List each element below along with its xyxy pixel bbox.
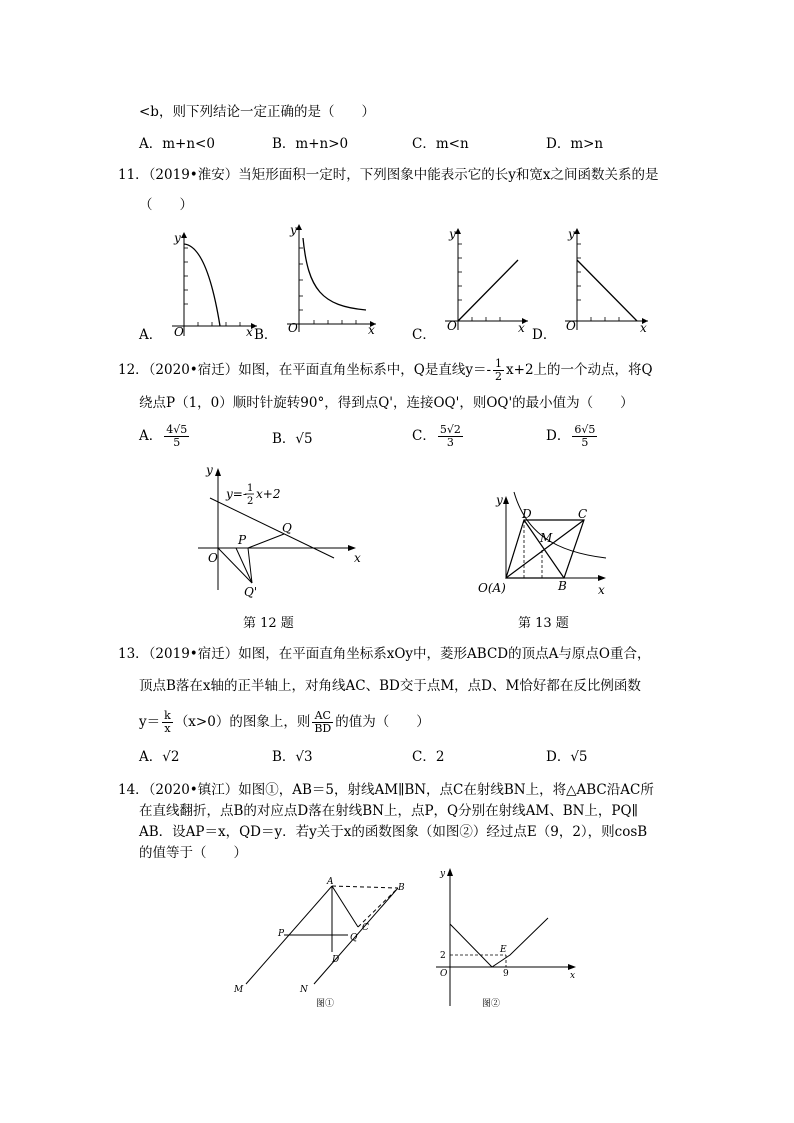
q11d-o: O — [566, 319, 576, 333]
q11d-y: y — [568, 227, 575, 241]
q12-frac-num: 1 — [495, 357, 503, 370]
q11c-y: y — [449, 227, 456, 241]
q12-option-c-den: 3 — [446, 436, 454, 449]
q11-graph-a — [162, 228, 282, 338]
q12-caption: 第 12 题 — [243, 616, 294, 631]
q13-fraction-k-x — [162, 710, 173, 735]
q14-stem-line4: 的值等于（ ） — [139, 845, 247, 861]
q12-option-c[interactable] — [412, 424, 465, 449]
q14f2-two: 2 — [440, 951, 446, 961]
q11-graph-c — [440, 224, 550, 339]
q12-fig-qprime: Q' — [244, 585, 258, 599]
q12-stem-fraction — [493, 358, 504, 383]
q14f1-d: D — [332, 955, 340, 965]
q11a-o: O — [174, 325, 184, 339]
q11b-x: x — [368, 323, 375, 337]
q14f1-p: P — [278, 929, 285, 939]
q14f1-caption: 图① — [316, 999, 335, 1009]
q14f1-q: Q — [350, 933, 358, 943]
q13-fig-x: x — [598, 583, 605, 597]
q12-fig-x: x — [354, 551, 361, 565]
q11c-x: x — [518, 321, 525, 335]
q12-stem — [118, 358, 653, 383]
q12-option-d-label: D． — [546, 428, 571, 444]
q14f2-e: E — [500, 945, 507, 955]
q11-option-a[interactable]: A． — [139, 327, 163, 343]
q10-option-b[interactable]: B．m+n>0 — [272, 136, 349, 152]
q13-fig-b: B — [558, 579, 567, 593]
q12-fig-y: y — [206, 463, 213, 477]
q13-line3-pre: y＝ — [139, 714, 161, 730]
q13-option-a[interactable]: A．√2 — [139, 749, 180, 765]
q11-stem: 11．（2019•淮安）当矩形面积一定时，下列图象中能表示它的长y和宽x之间函数关系的是 — [118, 167, 659, 183]
q13-stem-line3 — [139, 710, 430, 735]
q13-option-c[interactable]: C．2 — [412, 749, 445, 765]
q13-fraction-ac-bd — [312, 710, 333, 735]
q11a-y: y — [174, 231, 181, 245]
q14f2-x: x — [570, 971, 576, 981]
q12-option-a-fraction — [164, 424, 189, 449]
q12-option-d-fraction — [572, 424, 597, 449]
q14f2-o: O — [440, 969, 448, 979]
q10-option-a[interactable]: A．m+n<0 — [139, 136, 215, 152]
q13-line3-mid: （x>0）的图象上，则 — [174, 714, 311, 730]
q13-fig-c: C — [578, 507, 588, 521]
q13-option-b[interactable]: B．√3 — [272, 749, 313, 765]
q12-option-c-label: C． — [412, 428, 436, 444]
q12-option-d-den: 5 — [581, 436, 589, 449]
q12-fig-p: P — [238, 533, 247, 547]
q14-stem-line2: 在直线翻折，点B的对应点D落在射线BN上，点P，Q分别在射线AM、BN上，PQ∥ — [139, 803, 638, 819]
q10-option-c[interactable]: C．m<n — [412, 136, 469, 152]
q12-stem-before: 12．（2020•宿迁）如图，在平面直角坐标系中，Q是直线y＝ — [118, 362, 487, 378]
q13-fig-y: y — [496, 493, 503, 507]
q11-option-c[interactable]: C． — [412, 327, 436, 343]
q11-paren: （ ） — [139, 197, 193, 213]
q13-fig-d: D — [522, 507, 532, 521]
q13-figure — [476, 492, 626, 602]
q12-option-b-label: B． — [272, 431, 296, 447]
q13-frac-x: x — [164, 722, 171, 735]
q14f1-c: C — [362, 923, 369, 933]
q14-stem-line3: AB．设AP＝x，QD＝y．若y关于x的函数图象（如图②）经过点E（9，2），则cosB — [139, 824, 648, 840]
q11b-y: y — [290, 223, 297, 237]
q11d-x: x — [640, 321, 647, 335]
q12-option-b[interactable] — [272, 430, 313, 448]
q12-stem-after: x+2上的一个动点，将Q — [506, 362, 653, 378]
q13-frac-bd: BD — [314, 722, 332, 735]
q11-graph-b — [282, 220, 392, 335]
q13-line3-post: 的值为（ ） — [335, 714, 430, 730]
q12-option-c-fraction — [438, 424, 463, 449]
q12-option-a[interactable] — [139, 424, 191, 449]
q12-option-a-label: A． — [139, 428, 163, 444]
q10-option-d[interactable]: D．m>n — [546, 136, 604, 152]
q12-fig-eq-num: 1 — [247, 483, 254, 494]
q12-option-c-num: 5√2 — [439, 423, 461, 436]
q12-fig-eq-tail: x+2 — [256, 487, 281, 501]
q12-option-a-den: 5 — [173, 436, 181, 449]
q12-option-d[interactable] — [546, 424, 599, 449]
q12-stem-neg: - — [486, 362, 492, 378]
q12-frac-den: 2 — [495, 370, 503, 383]
q14f2-caption: 图② — [482, 999, 501, 1009]
q12-option-a-num: 4√5 — [166, 423, 188, 436]
q14-stem-line1: 14．（2020•镇江）如图①，AB＝5，射线AM∥BN，点C在射线BN上，将△ABC沿AC所 — [118, 782, 654, 798]
q12-stem-line2: 绕点P（1，0）顺时针旋转90°，得到点Q'，连接OQ'，则OQ'的最小值为（ ） — [139, 395, 634, 411]
q12-option-b-value: √5 — [295, 431, 313, 447]
q13-fig-m: M — [540, 531, 553, 545]
q13-caption: 第 13 题 — [518, 616, 569, 631]
q14-figure-2 — [436, 866, 586, 1011]
q10-stem-tail: <b，则下列结论一定正确的是（ ） — [139, 104, 375, 120]
q12-fig-q: Q — [282, 521, 292, 535]
q12-figure — [196, 462, 376, 599]
q11-graph-d — [560, 224, 670, 339]
q12-option-d-num: 6√5 — [574, 423, 596, 436]
q14-figure-1 — [228, 878, 428, 1008]
q14f2-y: y — [440, 869, 446, 879]
q14f1-a: A — [327, 877, 334, 887]
q13-frac-k: k — [164, 709, 171, 722]
q11b-o: O — [288, 321, 298, 335]
q12-fig-o: O — [208, 551, 218, 565]
q14f1-n: N — [300, 985, 308, 995]
q13-option-d[interactable]: D．√5 — [546, 749, 588, 765]
q14f1-b: B — [398, 883, 405, 893]
q11c-o: O — [447, 319, 457, 333]
q12-fig-eq-den: 2 — [247, 496, 254, 507]
q13-fig-oa: O(A) — [478, 581, 506, 595]
q13-stem-line1: 13．（2019•宿迁）如图，在平面直角坐标系xOy中，菱形ABCD的顶点A与原点O重合， — [118, 646, 651, 662]
q11-option-d[interactable]: D． — [532, 327, 557, 343]
q13-stem-line2: 顶点B落在x轴的正半轴上，对角线AC、BD交于点M，点D、M恰好都在反比例函数 — [139, 678, 641, 694]
q14f2-nine: 9 — [503, 969, 509, 979]
q12-fig-eq: y=- — [226, 487, 247, 501]
q14f1-m: M — [234, 985, 244, 995]
q11a-x: x — [246, 325, 253, 339]
q11-option-b[interactable]: B． — [254, 327, 278, 343]
q13-frac-ac: AC — [312, 710, 333, 723]
